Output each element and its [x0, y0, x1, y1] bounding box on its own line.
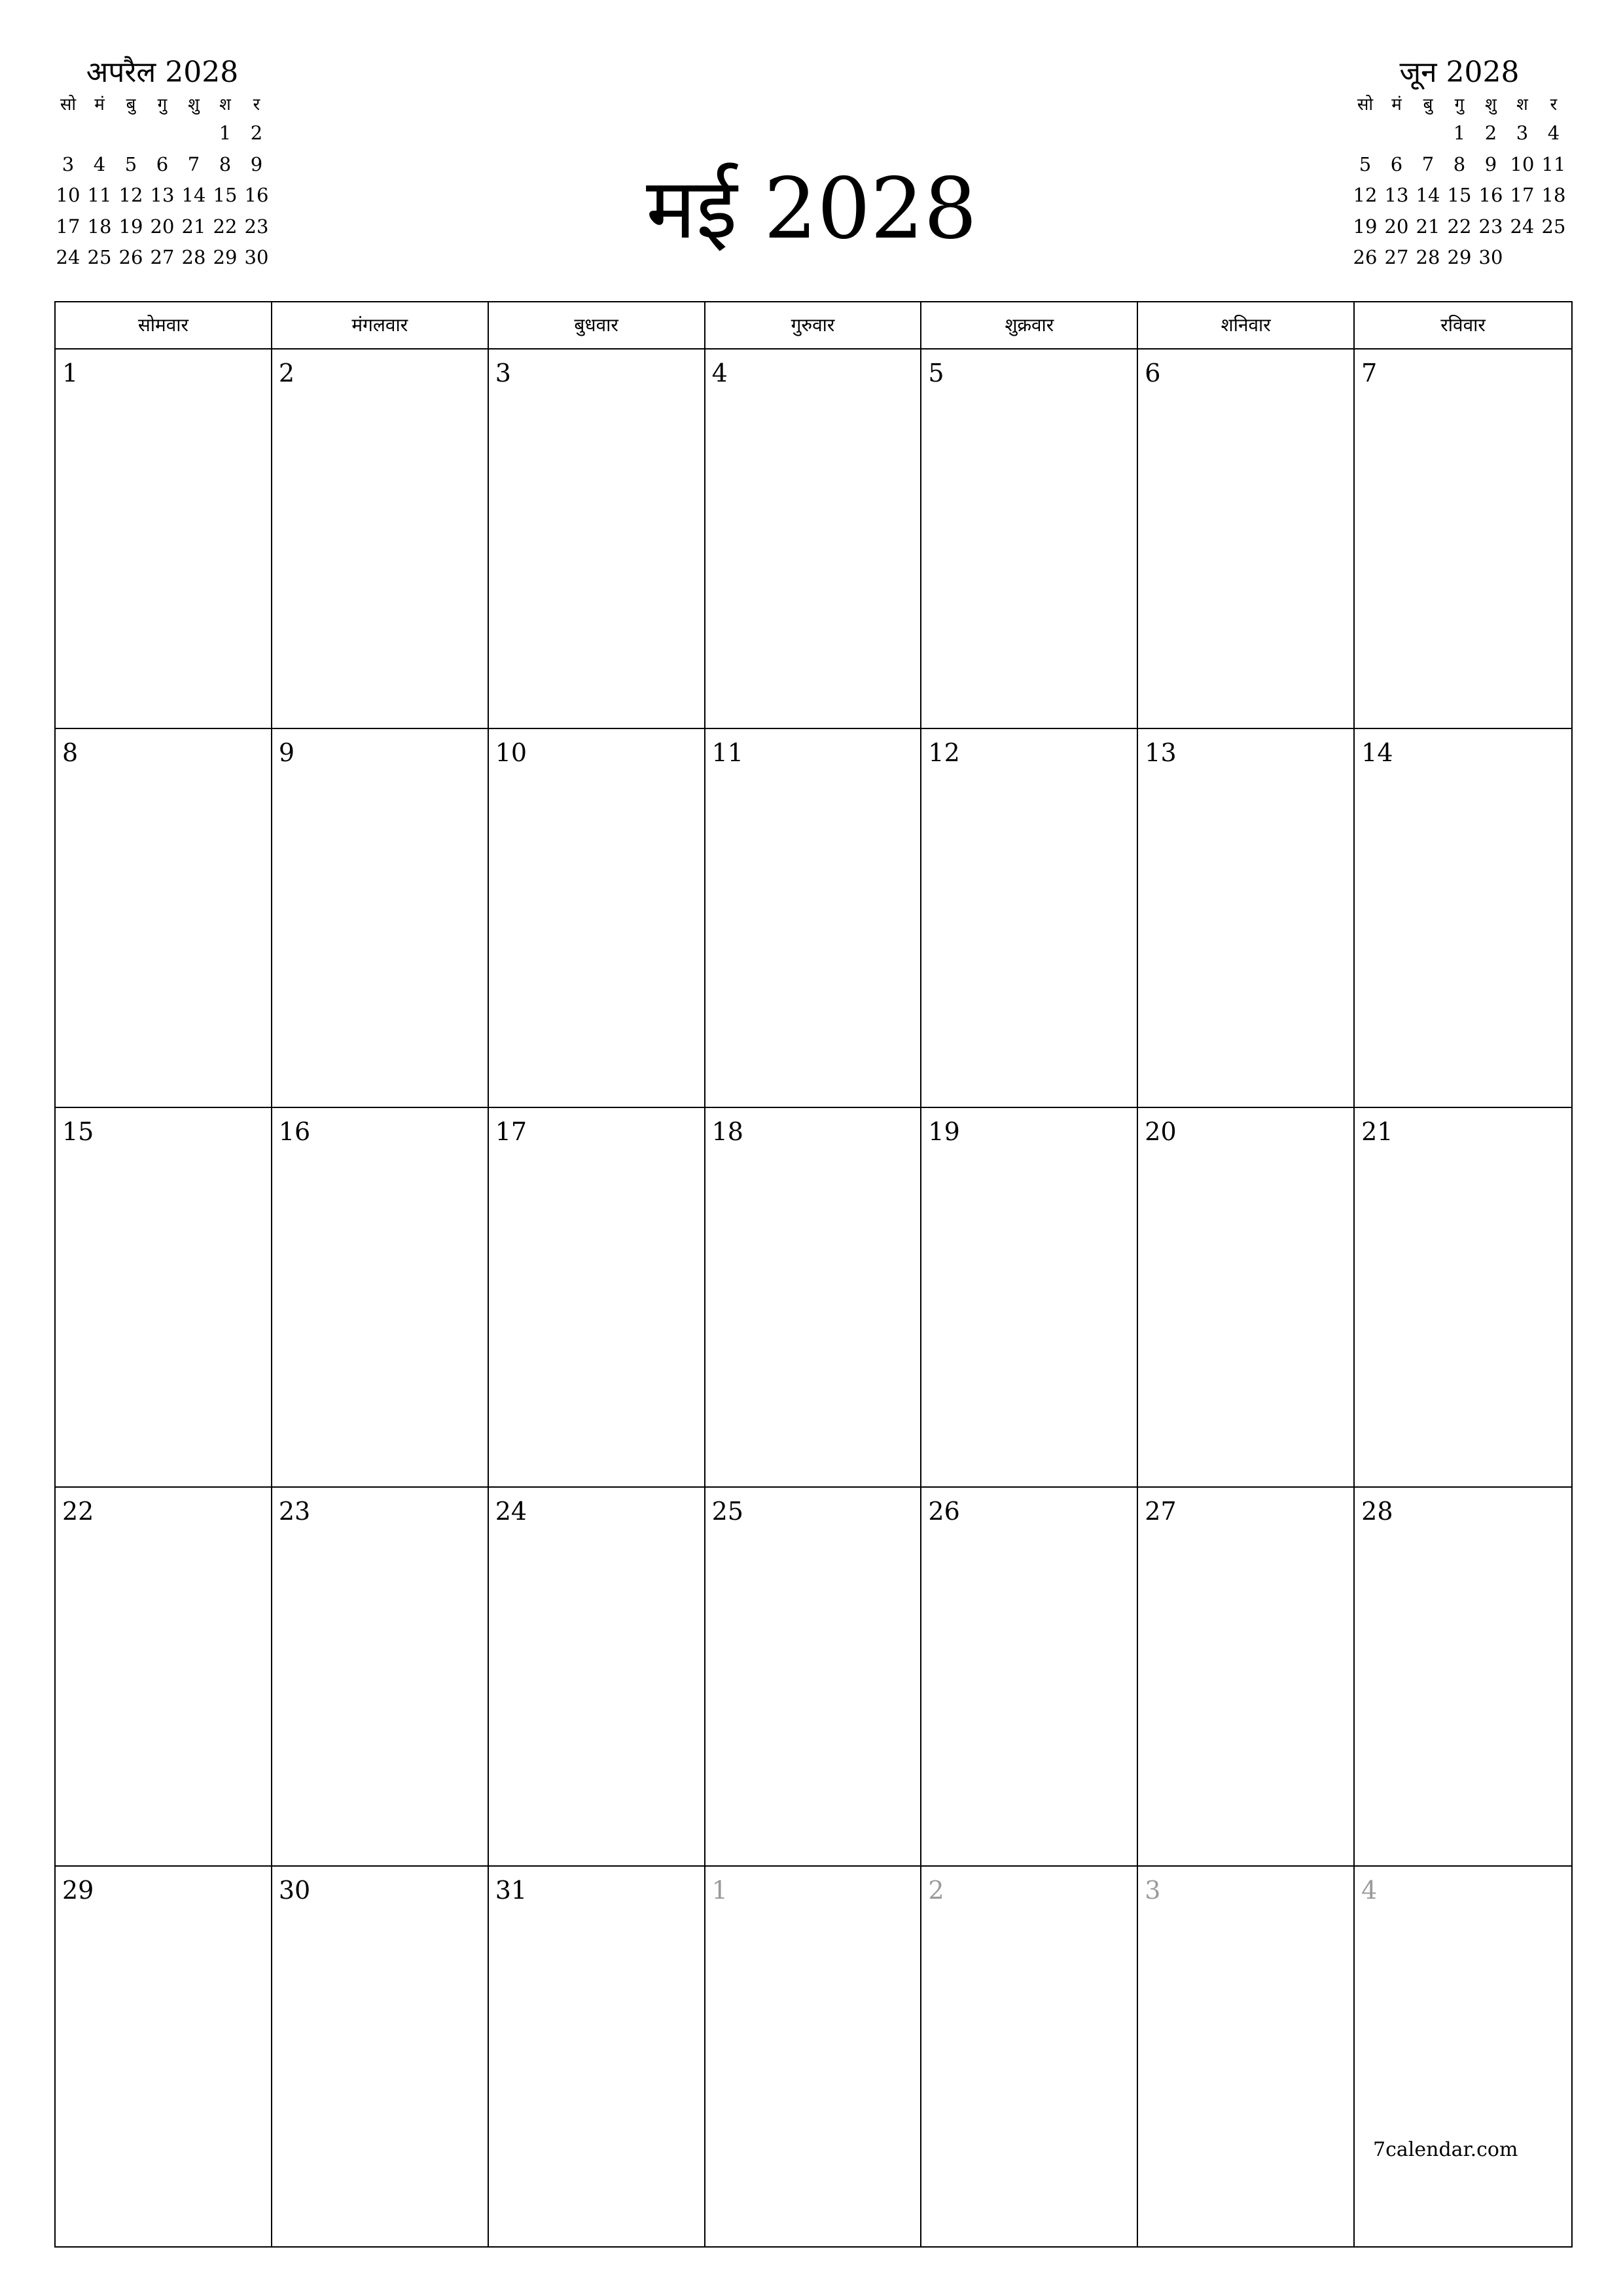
prev-month-weekday-header: गु	[157, 95, 168, 115]
next-month-day: 4	[1547, 122, 1560, 144]
month-grid	[54, 301, 1573, 2248]
prev-month-day: 2	[250, 122, 263, 144]
next-month-day: 27	[1384, 246, 1409, 268]
next-month-weekday-header: सो	[1357, 95, 1374, 115]
day-number: 10	[495, 738, 527, 767]
prev-month-day	[52, 118, 84, 149]
day-number: 1	[62, 359, 79, 387]
prev-month-day: 12	[118, 184, 143, 206]
next-month-weekday-header: बु	[1423, 95, 1433, 115]
day-number: 13	[1145, 738, 1177, 767]
next-month-day: 10	[1510, 152, 1535, 175]
day-number: 28	[1361, 1496, 1393, 1526]
day-number: 26	[928, 1496, 960, 1526]
weekday-header: रविवार	[1355, 302, 1571, 350]
day-cell[interactable]	[56, 729, 272, 1109]
prev-month-day	[178, 118, 209, 149]
day-cell[interactable]	[272, 1867, 489, 2246]
next-month-weekday-header: श	[1516, 95, 1528, 115]
prev-month-day: 8	[219, 152, 232, 175]
day-cell[interactable]	[921, 1488, 1138, 1867]
prev-month-day: 29	[213, 246, 238, 268]
day-cell[interactable]	[921, 1867, 1138, 2246]
prev-month-day: 6	[156, 152, 169, 175]
day-cell[interactable]	[272, 350, 489, 729]
day-number: 8	[62, 738, 79, 767]
day-cell[interactable]	[1138, 1867, 1355, 2246]
day-cell[interactable]	[489, 350, 705, 729]
next-month-day: 9	[1484, 152, 1497, 175]
weekday-header: शुक्रवार	[921, 302, 1138, 350]
prev-month-day: 28	[181, 246, 206, 268]
day-number: 2	[278, 359, 295, 387]
day-cell[interactable]	[705, 1488, 922, 1867]
next-month-day: 17	[1510, 184, 1535, 206]
day-cell[interactable]	[56, 1488, 272, 1867]
day-cell[interactable]	[1355, 1108, 1571, 1488]
prev-month-day: 11	[87, 184, 112, 206]
prev-month-day: 30	[244, 246, 269, 268]
weekday-header: गुरुवार	[705, 302, 922, 350]
weekday-header: सोमवार	[56, 302, 272, 350]
day-number: 5	[928, 359, 944, 387]
day-cell[interactable]	[921, 1108, 1138, 1488]
day-number: 14	[1361, 738, 1393, 767]
day-cell[interactable]	[1138, 729, 1355, 1109]
prev-month-day: 3	[62, 152, 75, 175]
next-month-day: 26	[1353, 246, 1378, 268]
prev-month-weekday-header: श	[219, 95, 231, 115]
day-number: 7	[1361, 359, 1378, 387]
prev-month-day: 9	[250, 152, 263, 175]
day-number: 21	[1361, 1117, 1393, 1147]
day-cell[interactable]	[1138, 350, 1355, 729]
prev-month-weekday-header: मं	[94, 95, 105, 115]
next-month-day: 19	[1353, 215, 1378, 238]
prev-month-day	[147, 118, 178, 149]
next-month-day: 23	[1478, 215, 1503, 238]
day-cell[interactable]	[272, 1108, 489, 1488]
next-month-grid	[1355, 92, 1564, 274]
prev-month-day: 14	[181, 184, 206, 206]
day-number: 12	[928, 738, 960, 767]
next-month-day: 11	[1541, 152, 1566, 175]
next-month-day	[1412, 118, 1444, 149]
weekday-header: बुधवार	[489, 302, 705, 350]
day-number: 9	[278, 738, 295, 767]
next-month-day: 15	[1447, 184, 1472, 206]
prev-month-day: 19	[118, 215, 143, 238]
next-month-day	[1349, 118, 1381, 149]
day-number: 20	[1145, 1117, 1177, 1147]
day-number: 6	[1145, 359, 1161, 387]
day-number: 31	[495, 1876, 527, 1905]
weekday-header: शनिवार	[1138, 302, 1355, 350]
next-month-weekday-header: र	[1550, 95, 1558, 115]
day-number: 29	[62, 1876, 94, 1905]
prev-month-day: 18	[87, 215, 112, 238]
day-cell[interactable]	[705, 350, 922, 729]
prev-month-day: 5	[124, 152, 137, 175]
next-month-day: 6	[1390, 152, 1403, 175]
weekday-header: मंगलवार	[272, 302, 489, 350]
other-month-day-number: 1	[711, 1876, 728, 1905]
next-month-title: जून 2028	[1399, 56, 1520, 89]
day-number: 18	[711, 1117, 743, 1147]
prev-month-weekday-header: र	[253, 95, 260, 115]
prev-month-day: 21	[181, 215, 206, 238]
day-number: 17	[495, 1117, 527, 1147]
day-number: 16	[278, 1117, 311, 1147]
next-month-day: 28	[1416, 246, 1440, 268]
next-month-weekday-header: मं	[1391, 95, 1402, 115]
day-number: 4	[711, 359, 728, 387]
prev-month-day: 25	[87, 246, 112, 268]
day-cell[interactable]	[272, 1488, 489, 1867]
day-cell[interactable]	[1355, 350, 1571, 729]
day-cell[interactable]	[489, 1488, 705, 1867]
next-month-day: 18	[1541, 184, 1566, 206]
prev-month-day: 17	[56, 215, 80, 238]
day-number: 30	[278, 1876, 311, 1905]
day-number: 24	[495, 1496, 527, 1526]
day-cell[interactable]	[56, 1108, 272, 1488]
prev-month-title: अपरैल 2028	[86, 56, 239, 89]
day-number: 23	[278, 1496, 311, 1526]
day-number: 3	[495, 359, 511, 387]
day-cell[interactable]	[1138, 1108, 1355, 1488]
prev-month-day: 24	[56, 246, 80, 268]
prev-month-weekday-header: सो	[60, 95, 77, 115]
next-month-day	[1538, 242, 1569, 274]
day-number: 11	[711, 738, 743, 767]
other-month-day-number: 2	[928, 1876, 944, 1905]
next-month-day: 13	[1384, 184, 1409, 206]
day-cell[interactable]	[56, 350, 272, 729]
day-cell[interactable]	[489, 729, 705, 1109]
day-cell[interactable]	[272, 729, 489, 1109]
next-month-day: 16	[1478, 184, 1503, 206]
prev-month-day: 26	[118, 246, 143, 268]
day-cell[interactable]	[1355, 1488, 1571, 1867]
prev-month-day	[84, 118, 115, 149]
prev-month-day: 10	[56, 184, 80, 206]
other-month-day-number: 3	[1145, 1876, 1161, 1905]
day-cell[interactable]	[1355, 1867, 1571, 2246]
prev-month-weekday-header: बु	[126, 95, 136, 115]
day-number: 15	[62, 1117, 94, 1147]
day-number: 25	[711, 1496, 743, 1526]
day-number: 27	[1145, 1496, 1177, 1526]
prev-month-day: 7	[187, 152, 200, 175]
prev-month-day	[115, 118, 147, 149]
prev-month-weekday-header: शु	[188, 95, 200, 115]
next-month-day: 8	[1453, 152, 1466, 175]
next-month-day: 25	[1541, 215, 1566, 238]
day-cell[interactable]	[921, 729, 1138, 1109]
next-month-day: 21	[1416, 215, 1440, 238]
next-month-day	[1507, 242, 1538, 274]
next-month-day: 5	[1359, 152, 1372, 175]
day-cell[interactable]	[1355, 729, 1571, 1109]
next-month-day: 20	[1384, 215, 1409, 238]
prev-month-day: 4	[93, 152, 106, 175]
day-cell[interactable]	[705, 1108, 922, 1488]
day-cell[interactable]	[921, 350, 1138, 729]
prev-month-day: 20	[150, 215, 175, 238]
next-month-day: 12	[1353, 184, 1378, 206]
next-month-day: 1	[1453, 122, 1466, 144]
next-month-weekday-header: शु	[1485, 95, 1497, 115]
next-month-day: 14	[1416, 184, 1440, 206]
day-cell[interactable]	[489, 1867, 705, 2246]
next-month-day: 30	[1478, 246, 1503, 268]
next-month-day: 7	[1421, 152, 1435, 175]
next-month-day: 3	[1516, 122, 1529, 144]
prev-month-day: 16	[244, 184, 269, 206]
prev-month-day: 22	[213, 215, 238, 238]
next-month-day: 24	[1510, 215, 1535, 238]
next-month-day: 29	[1447, 246, 1472, 268]
prev-month-day: 13	[150, 184, 175, 206]
day-cell[interactable]	[489, 1108, 705, 1488]
other-month-day-number: 4	[1361, 1876, 1378, 1905]
day-cell[interactable]	[705, 729, 922, 1109]
prev-month-day: 1	[219, 122, 232, 144]
next-month-weekday-header: गु	[1454, 95, 1465, 115]
prev-month-day: 23	[244, 215, 269, 238]
next-month-day	[1381, 118, 1412, 149]
day-number: 19	[928, 1117, 960, 1147]
next-month-mini-calendar	[1355, 54, 1564, 274]
next-month-day: 2	[1484, 122, 1497, 144]
day-cell[interactable]	[1138, 1488, 1355, 1867]
prev-month-day: 15	[213, 184, 238, 206]
prev-month-day: 27	[150, 246, 175, 268]
next-month-day: 22	[1447, 215, 1472, 238]
footer-credit: 7calendar.com	[1373, 2138, 1518, 2161]
day-cell[interactable]	[56, 1867, 272, 2246]
day-cell[interactable]	[705, 1867, 922, 2246]
day-number: 22	[62, 1496, 94, 1526]
page-title: मई 2028	[646, 160, 977, 258]
